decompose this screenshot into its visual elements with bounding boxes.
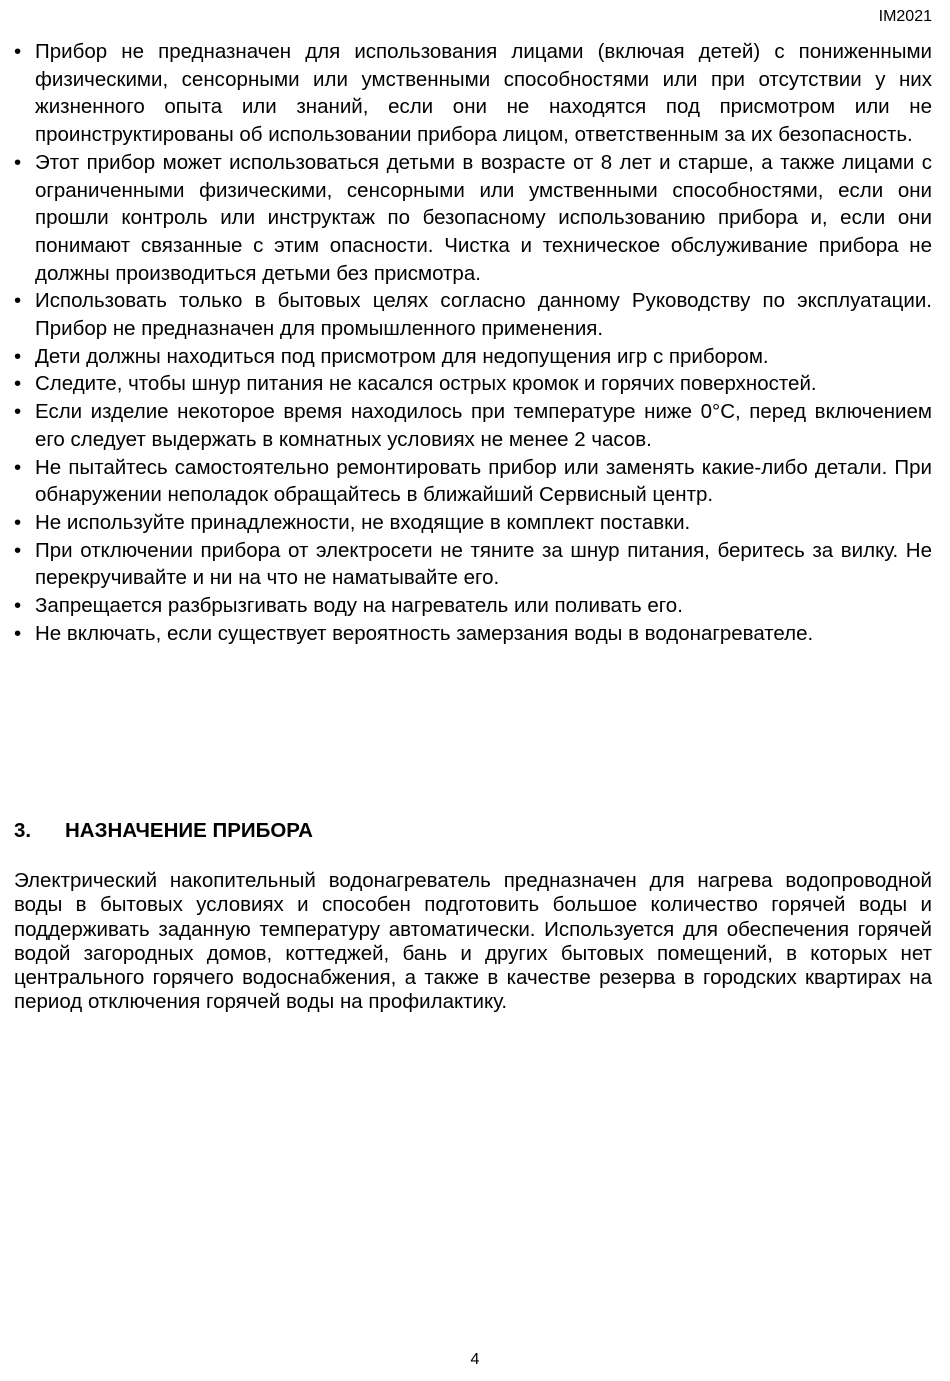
- list-item: [14, 454, 932, 509]
- section-heading: [14, 818, 313, 844]
- bullet-icon: •: [14, 538, 22, 562]
- list-item-text: Запрещается разбрызгивать воду на нагреватель или поливать его.: [35, 594, 683, 618]
- model-code: IM2021: [878, 8, 932, 25]
- bullet-icon: •: [14, 621, 22, 645]
- list-item: [14, 592, 932, 620]
- list-item-text: Использовать только в бытовых целях согласно данному Руководству по эксплуатации. Прибор не предназначен для промышленного применения.: [35, 289, 932, 341]
- bullet-icon: •: [14, 594, 22, 618]
- section-paragraph: Электрический накопительный водонагреватель предназначен для нагрева водопроводной воды в бытовых условиях и способен подготовить большое количество горячей воды и поддерживать заданную температуру автоматически. Используется для обеспечения горячей водой загородных домов, коттеджей, бань и других бытовых помещений, в которых нет центрального горячего водоснабжения, а также в качестве резерва в городских квартирах на период отключения горячей воды на профилактику.: [14, 869, 932, 1014]
- list-item-text: Прибор не предназначен для использования лицами (включая детей) с пониженными физическими, сенсорными или умственными способностями или при отсутствии у них жизненного опыта или знаний, если они не находятся под присмотром или не проинструктированы об использовании прибора лицом, ответственным за их безопасность.: [35, 40, 932, 147]
- safety-instructions-list: [14, 38, 932, 647]
- bullet-icon: •: [14, 510, 22, 534]
- list-item: [14, 509, 932, 537]
- section-title: НАЗНАЧЕНИЕ ПРИБОРА: [65, 819, 313, 842]
- list-item-text: Следите, чтобы шнур питания не касался острых кромок и горячих поверхностей.: [35, 372, 817, 396]
- list-item: [14, 149, 932, 288]
- list-item: [14, 343, 932, 371]
- page-number: 4: [470, 1351, 480, 1368]
- bullet-icon: •: [14, 40, 22, 63]
- bullet-icon: •: [14, 455, 22, 479]
- list-item-text: При отключении прибора от электросети не тяните за шнур питания, беритесь за вилку. Не перекручивайте и ни на что не наматывайте его.: [35, 538, 932, 590]
- bullet-icon: •: [14, 289, 22, 313]
- list-item: [14, 620, 932, 648]
- list-item: [14, 38, 932, 149]
- bullet-icon: •: [14, 150, 22, 174]
- list-item-text: Не включать, если существует вероятность замерзания воды в водонагревателе.: [35, 621, 814, 645]
- bullet-icon: •: [14, 344, 22, 368]
- list-item: [14, 537, 932, 592]
- list-item-text: Не используйте принадлежности, не входящие в комплект поставки.: [35, 510, 691, 534]
- list-item-text: Дети должны находиться под присмотром для недопущения игр с прибором.: [35, 344, 769, 368]
- section-number: 3.: [14, 819, 32, 842]
- list-item: [14, 398, 932, 453]
- list-item-text: Этот прибор может использоваться детьми в возрасте от 8 лет и старше, а также лицами с ограниченными физическими, сенсорными или умственными способностями, если они прошли контроль или инструктаж по безопасному использованию прибора и, если они понимают связанные с этим опасности. Чистка и техническое обслуживание прибора не должны производиться детьми без присмотра.: [35, 150, 932, 285]
- bullet-icon: •: [14, 400, 22, 424]
- list-item-text: Не пытайтесь самостоятельно ремонтировать прибор или заменять какие-либо детали. При обнаружении неполадок обращайтесь в ближайший Сервисный центр.: [35, 455, 932, 507]
- list-item: [14, 287, 932, 342]
- list-item-text: Если изделие некоторое время находилось при температуре ниже 0°С, перед включением его следует выдержать в комнатных условиях не менее 2 часов.: [35, 400, 932, 451]
- list-item: [14, 370, 932, 398]
- bullet-icon: •: [14, 372, 22, 396]
